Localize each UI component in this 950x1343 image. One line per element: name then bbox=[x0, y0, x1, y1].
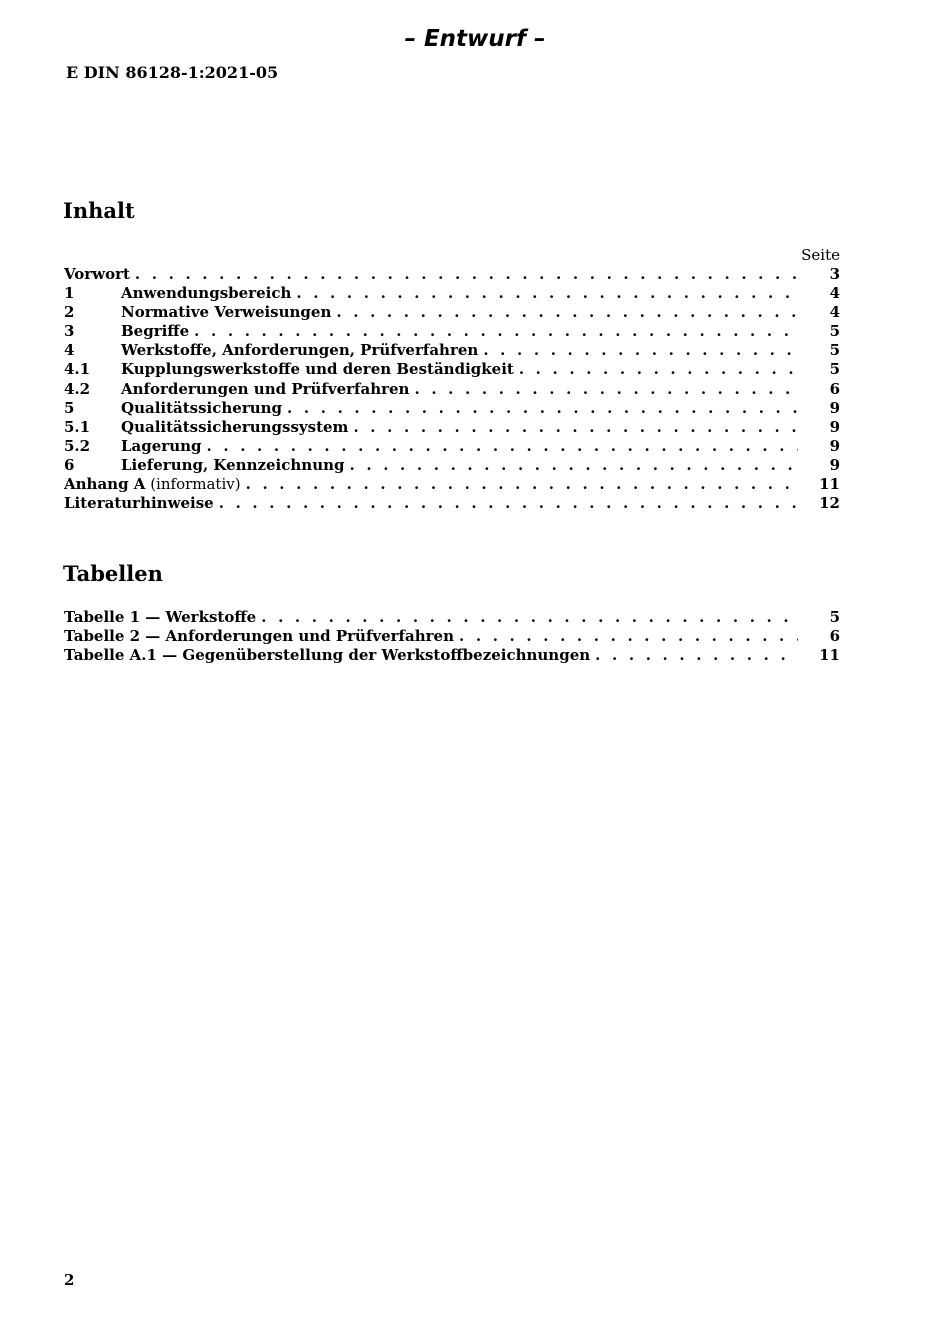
toc-entry-2[interactable] bbox=[64, 303, 840, 322]
toc-heading: Inhalt bbox=[63, 198, 135, 223]
tables-list bbox=[64, 608, 840, 665]
toc-entry-page: 3 bbox=[829, 265, 840, 283]
toc-entry-title: Begriffe bbox=[121, 322, 190, 341]
table-entry-1[interactable] bbox=[64, 608, 840, 627]
table-entry-title: Tabelle A.1 — Gegenüberstellung der Werkstoffbezeichnungen bbox=[64, 646, 591, 665]
toc-entry-page: 11 bbox=[819, 475, 840, 494]
dot-leader bbox=[246, 475, 798, 494]
toc-entry-page: 6 bbox=[829, 379, 840, 398]
table-entry-title: Tabelle 2 — Anforderungen und Prüfverfahren bbox=[64, 627, 454, 646]
page-column-label: Seite bbox=[801, 246, 840, 264]
toc-entry-4[interactable] bbox=[64, 341, 840, 360]
dot-leader bbox=[287, 399, 798, 418]
toc-entry-number: 4.2 bbox=[64, 379, 91, 398]
toc-entry-page: 5 bbox=[829, 341, 840, 360]
dot-leader bbox=[207, 437, 798, 456]
toc-entry-page: 9 bbox=[829, 398, 840, 417]
toc-entry-page: 5 bbox=[829, 360, 840, 379]
document-id: E DIN 86128-1:2021-05 bbox=[66, 63, 279, 82]
dot-leader bbox=[219, 494, 797, 513]
toc-entry-number: 5 bbox=[64, 398, 75, 417]
dot-leader bbox=[135, 265, 798, 284]
table-entry-2[interactable] bbox=[64, 627, 840, 646]
toc-entry-page: 4 bbox=[829, 284, 840, 303]
toc-entry-number: 5.2 bbox=[64, 436, 91, 455]
dot-leader bbox=[414, 380, 798, 399]
dot-leader bbox=[459, 627, 798, 646]
toc-entry-suffix: (informativ) bbox=[145, 475, 241, 494]
toc-entry-number: 4 bbox=[64, 341, 75, 360]
toc-entry-title: Vorwort bbox=[64, 265, 130, 283]
toc-entry-5-1[interactable] bbox=[64, 418, 840, 437]
toc-entry-title: Lieferung, Kennzeichnung bbox=[121, 455, 345, 474]
toc-entry-literaturhinweise[interactable] bbox=[64, 494, 840, 513]
toc-entry-4-1[interactable] bbox=[64, 360, 840, 379]
toc-entry-title: Werkstoffe, Anforderungen, Prüfverfahren bbox=[121, 341, 479, 360]
dot-leader bbox=[261, 608, 798, 627]
toc-entry-1[interactable] bbox=[64, 284, 840, 303]
toc-entry-number: 5.1 bbox=[64, 417, 91, 436]
dot-leader bbox=[194, 322, 798, 341]
toc-entry-5-2[interactable] bbox=[64, 437, 840, 456]
dot-leader bbox=[296, 284, 798, 303]
toc-entry-title bbox=[64, 475, 246, 494]
toc-entry-title: Kupplungswerkstoffe und deren Beständigkeit bbox=[121, 360, 514, 379]
toc-entry-page: 9 bbox=[829, 436, 840, 455]
toc-entry-4-2[interactable] bbox=[64, 380, 840, 399]
table-entry-page: 6 bbox=[829, 627, 840, 646]
toc-entry-title: Normative Verweisungen bbox=[121, 303, 332, 322]
tables-heading: Tabellen bbox=[63, 561, 163, 586]
dot-leader bbox=[483, 341, 798, 360]
table-entry-page: 5 bbox=[829, 608, 840, 626]
toc-entry-title: Lagerung bbox=[121, 436, 202, 455]
dot-leader bbox=[350, 456, 799, 475]
toc-entry-number: 2 bbox=[64, 303, 75, 322]
dot-leader bbox=[595, 646, 797, 665]
dot-leader bbox=[353, 418, 798, 437]
toc-entry-anhang-a[interactable] bbox=[64, 475, 840, 494]
table-entry-a1[interactable] bbox=[64, 646, 840, 665]
table-entry-page: 11 bbox=[819, 646, 840, 665]
table-entry-title: Tabelle 1 — Werkstoffe bbox=[64, 608, 257, 626]
toc-entry-page: 4 bbox=[829, 303, 840, 322]
toc-entry-title: Qualitätssicherungssystem bbox=[121, 417, 349, 436]
toc-entry-vorwort[interactable] bbox=[64, 265, 840, 284]
toc-list bbox=[64, 246, 840, 513]
toc-entry-page: 9 bbox=[829, 455, 840, 474]
dot-leader bbox=[336, 303, 798, 322]
toc-entry-title: Qualitätssicherung bbox=[121, 398, 283, 417]
toc-entry-number: 1 bbox=[64, 284, 75, 303]
toc-entry-number: 3 bbox=[64, 322, 75, 341]
toc-entry-number: 4.1 bbox=[64, 360, 91, 379]
toc-entry-title: Literaturhinweise bbox=[64, 494, 214, 513]
toc-entry-page: 5 bbox=[829, 322, 840, 341]
dot-leader bbox=[519, 360, 798, 379]
toc-entry-6[interactable] bbox=[64, 456, 840, 475]
toc-entry-page: 12 bbox=[819, 494, 840, 513]
toc-entry-page: 9 bbox=[829, 417, 840, 436]
toc-entry-title: Anforderungen und Prüfverfahren bbox=[121, 379, 410, 398]
toc-entry-title: Anwendungsbereich bbox=[121, 284, 292, 303]
toc-entry-5[interactable] bbox=[64, 399, 840, 418]
toc-entry-title-text: Anhang A bbox=[64, 475, 146, 494]
toc-entry-number: 6 bbox=[64, 455, 75, 474]
draft-watermark: – Entwurf – bbox=[404, 26, 546, 52]
toc-entry-3[interactable] bbox=[64, 322, 840, 341]
page-number: 2 bbox=[64, 1271, 75, 1289]
